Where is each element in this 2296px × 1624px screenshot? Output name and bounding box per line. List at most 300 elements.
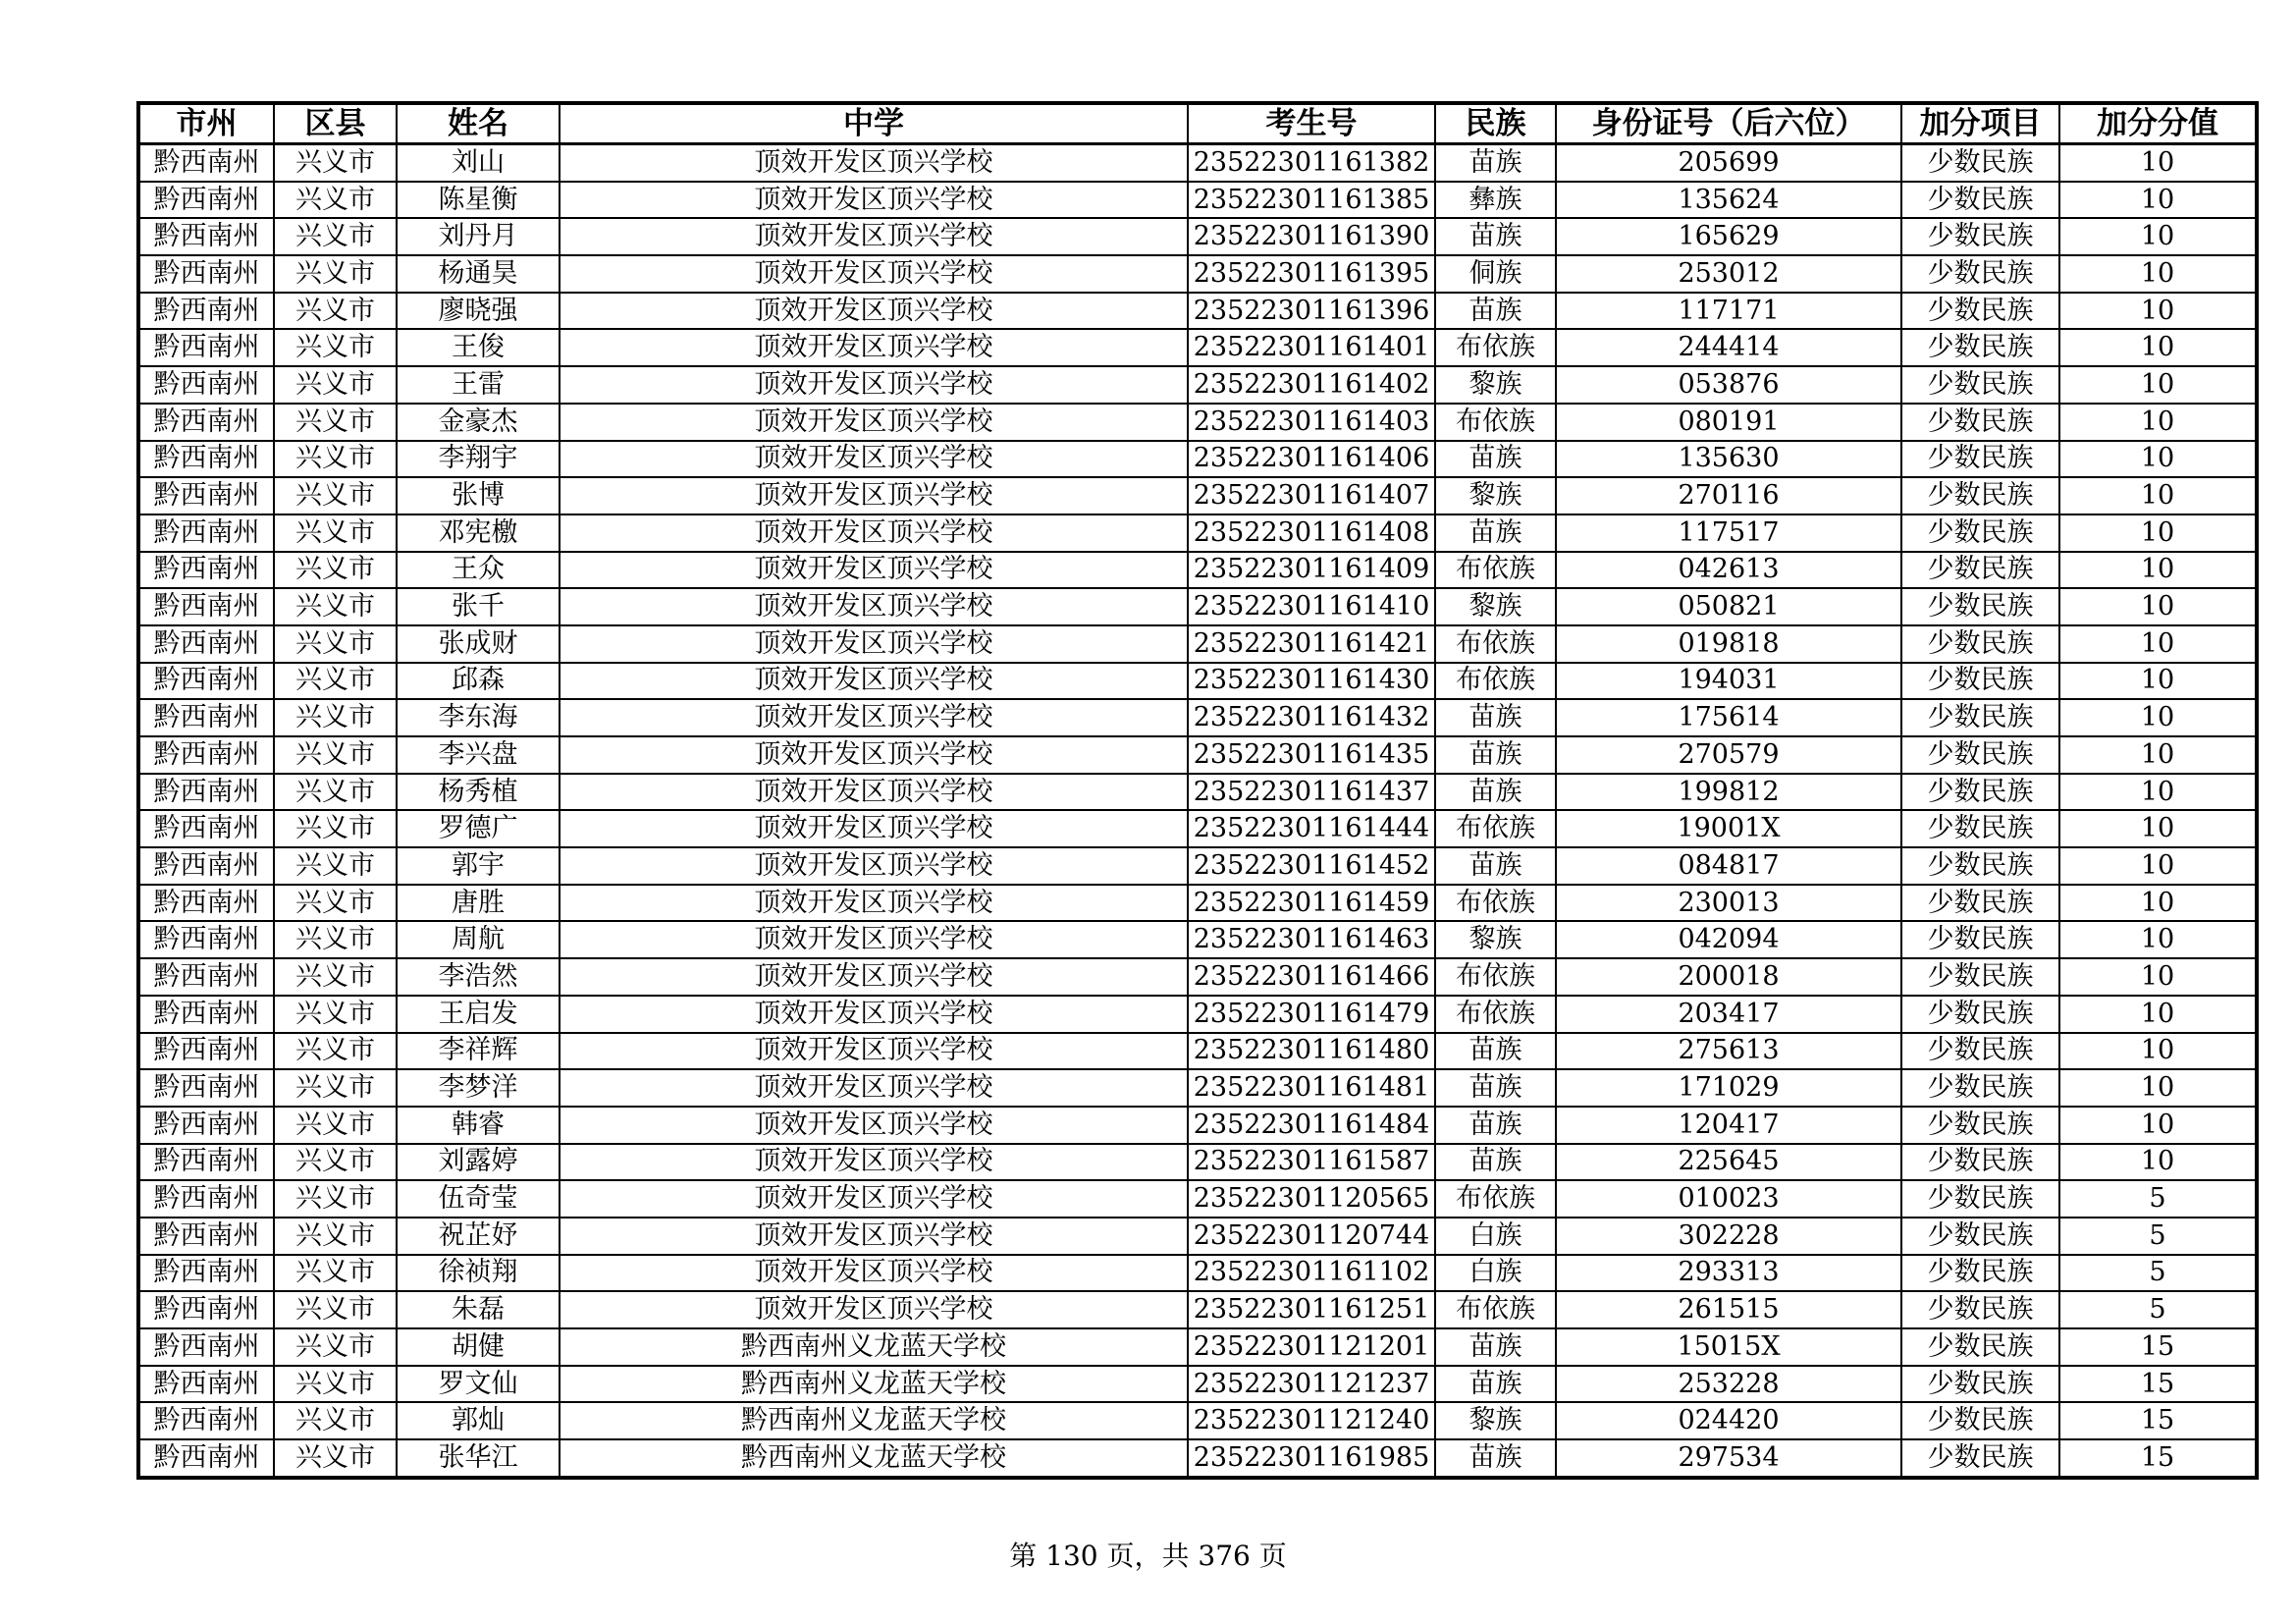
table-body — [138, 144, 2257, 1478]
cell-bonus-item: 少数民族 — [1901, 736, 2059, 774]
column-header-county: 区县 — [274, 103, 397, 144]
cell-name: 李祥辉 — [397, 1033, 560, 1070]
cell-name: 郭灿 — [397, 1402, 560, 1439]
cell-name: 罗文仙 — [397, 1366, 560, 1403]
table-row — [138, 1291, 2257, 1328]
cell-id-suffix: 050821 — [1556, 588, 1901, 625]
cell-exam-number: 23522301121201 — [1188, 1328, 1435, 1366]
cell-county: 兴义市 — [274, 404, 397, 441]
cell-ethnicity: 苗族 — [1435, 774, 1556, 811]
cell-school: 顶效开发区顶兴学校 — [560, 552, 1188, 589]
cell-ethnicity: 苗族 — [1435, 1144, 1556, 1181]
cell-school: 顶效开发区顶兴学校 — [560, 1255, 1188, 1292]
cell-bonus-item: 少数民族 — [1901, 1439, 2059, 1478]
cell-name: 张华江 — [397, 1439, 560, 1478]
cell-school: 顶效开发区顶兴学校 — [560, 218, 1188, 255]
cell-id-suffix: 120417 — [1556, 1107, 1901, 1144]
cell-bonus-item: 少数民族 — [1901, 552, 2059, 589]
cell-ethnicity: 布依族 — [1435, 996, 1556, 1033]
cell-name: 周航 — [397, 921, 560, 958]
cell-school: 顶效开发区顶兴学校 — [560, 736, 1188, 774]
cell-city: 黔西南州 — [138, 1439, 274, 1478]
cell-bonus-item: 少数民族 — [1901, 1255, 2059, 1292]
cell-bonus-item: 少数民族 — [1901, 774, 2059, 811]
cell-name: 刘露婷 — [397, 1144, 560, 1181]
cell-id-suffix: 135624 — [1556, 182, 1901, 219]
cell-exam-number: 23522301161452 — [1188, 847, 1435, 885]
cell-name: 朱磊 — [397, 1291, 560, 1328]
cell-school: 顶效开发区顶兴学校 — [560, 1107, 1188, 1144]
cell-county: 兴义市 — [274, 218, 397, 255]
cell-exam-number: 23522301161435 — [1188, 736, 1435, 774]
cell-id-suffix: 225645 — [1556, 1144, 1901, 1181]
cell-ethnicity: 黎族 — [1435, 1402, 1556, 1439]
cell-city: 黔西南州 — [138, 1366, 274, 1403]
cell-id-suffix: 165629 — [1556, 218, 1901, 255]
cell-ethnicity: 苗族 — [1435, 514, 1556, 552]
cell-county: 兴义市 — [274, 1069, 397, 1107]
cell-exam-number: 23522301121240 — [1188, 1402, 1435, 1439]
table-row — [138, 625, 2257, 663]
table-row — [138, 514, 2257, 552]
cell-bonus-points: 10 — [2059, 1107, 2257, 1144]
cell-school: 顶效开发区顶兴学校 — [560, 1144, 1188, 1181]
cell-school: 顶效开发区顶兴学校 — [560, 1069, 1188, 1107]
cell-exam-number: 23522301161444 — [1188, 810, 1435, 847]
table-row — [138, 847, 2257, 885]
cell-ethnicity: 苗族 — [1435, 1328, 1556, 1366]
cell-name: 徐祯翔 — [397, 1255, 560, 1292]
cell-name: 张千 — [397, 588, 560, 625]
cell-city: 黔西南州 — [138, 182, 274, 219]
cell-city: 黔西南州 — [138, 774, 274, 811]
cell-school: 顶效开发区顶兴学校 — [560, 885, 1188, 922]
cell-ethnicity: 黎族 — [1435, 588, 1556, 625]
cell-bonus-item: 少数民族 — [1901, 1033, 2059, 1070]
header-row — [138, 103, 2257, 144]
table-row — [138, 885, 2257, 922]
cell-bonus-points: 10 — [2059, 958, 2257, 996]
table-row — [138, 1180, 2257, 1218]
cell-bonus-item: 少数民族 — [1901, 1180, 2059, 1218]
cell-exam-number: 23522301161463 — [1188, 921, 1435, 958]
cell-school: 顶效开发区顶兴学校 — [560, 588, 1188, 625]
table-row — [138, 1144, 2257, 1181]
table-row — [138, 1069, 2257, 1107]
cell-city: 黔西南州 — [138, 885, 274, 922]
cell-id-suffix: 253228 — [1556, 1366, 1901, 1403]
cell-id-suffix: 042094 — [1556, 921, 1901, 958]
cell-city: 黔西南州 — [138, 847, 274, 885]
cell-name: 罗德广 — [397, 810, 560, 847]
cell-ethnicity: 侗族 — [1435, 255, 1556, 293]
cell-city: 黔西南州 — [138, 1069, 274, 1107]
cell-id-suffix: 203417 — [1556, 996, 1901, 1033]
cell-bonus-points: 10 — [2059, 182, 2257, 219]
cell-school: 顶效开发区顶兴学校 — [560, 663, 1188, 700]
cell-bonus-points: 10 — [2059, 699, 2257, 736]
cell-id-suffix: 293313 — [1556, 1255, 1901, 1292]
column-header-city: 市州 — [138, 103, 274, 144]
cell-bonus-item: 少数民族 — [1901, 810, 2059, 847]
cell-bonus-item: 少数民族 — [1901, 847, 2059, 885]
cell-bonus-item: 少数民族 — [1901, 958, 2059, 996]
cell-bonus-points: 10 — [2059, 293, 2257, 330]
cell-exam-number: 23522301161481 — [1188, 1069, 1435, 1107]
cell-school: 顶效开发区顶兴学校 — [560, 144, 1188, 182]
cell-ethnicity: 白族 — [1435, 1255, 1556, 1292]
cell-bonus-points: 10 — [2059, 1144, 2257, 1181]
table-row — [138, 255, 2257, 293]
cell-exam-number: 23522301161402 — [1188, 366, 1435, 404]
cell-bonus-points: 15 — [2059, 1366, 2257, 1403]
cell-name: 李兴盘 — [397, 736, 560, 774]
cell-exam-number: 23522301161587 — [1188, 1144, 1435, 1181]
cell-exam-number: 23522301161407 — [1188, 477, 1435, 514]
cell-name: 王俊 — [397, 329, 560, 366]
cell-bonus-item: 少数民族 — [1901, 996, 2059, 1033]
cell-ethnicity: 黎族 — [1435, 366, 1556, 404]
table-row — [138, 958, 2257, 996]
cell-bonus-points: 10 — [2059, 736, 2257, 774]
cell-city: 黔西南州 — [138, 1033, 274, 1070]
cell-name: 祝芷妤 — [397, 1218, 560, 1255]
cell-ethnicity: 苗族 — [1435, 293, 1556, 330]
cell-county: 兴义市 — [274, 1180, 397, 1218]
cell-city: 黔西南州 — [138, 441, 274, 478]
cell-school: 顶效开发区顶兴学校 — [560, 1033, 1188, 1070]
cell-name: 刘山 — [397, 144, 560, 182]
cell-exam-number: 23522301161409 — [1188, 552, 1435, 589]
cell-exam-number: 23522301161395 — [1188, 255, 1435, 293]
cell-school: 顶效开发区顶兴学校 — [560, 847, 1188, 885]
cell-bonus-item: 少数民族 — [1901, 182, 2059, 219]
cell-bonus-item: 少数民族 — [1901, 293, 2059, 330]
cell-name: 张博 — [397, 477, 560, 514]
cell-id-suffix: 010023 — [1556, 1180, 1901, 1218]
cell-school: 顶效开发区顶兴学校 — [560, 182, 1188, 219]
cell-id-suffix: 270579 — [1556, 736, 1901, 774]
column-header-bonus-item: 加分项目 — [1901, 103, 2059, 144]
cell-bonus-item: 少数民族 — [1901, 699, 2059, 736]
cell-city: 黔西南州 — [138, 1291, 274, 1328]
cell-bonus-points: 15 — [2059, 1439, 2257, 1478]
cell-ethnicity: 布依族 — [1435, 810, 1556, 847]
cell-ethnicity: 布依族 — [1435, 329, 1556, 366]
cell-exam-number: 23522301161459 — [1188, 885, 1435, 922]
cell-bonus-item: 少数民族 — [1901, 1218, 2059, 1255]
cell-name: 王雷 — [397, 366, 560, 404]
cell-id-suffix: 15015X — [1556, 1328, 1901, 1366]
cell-bonus-item: 少数民族 — [1901, 921, 2059, 958]
cell-exam-number: 23522301161480 — [1188, 1033, 1435, 1070]
table-row — [138, 810, 2257, 847]
cell-bonus-item: 少数民族 — [1901, 218, 2059, 255]
cell-exam-number: 23522301161396 — [1188, 293, 1435, 330]
cell-bonus-points: 10 — [2059, 1069, 2257, 1107]
cell-county: 兴义市 — [274, 1107, 397, 1144]
cell-school: 顶效开发区顶兴学校 — [560, 329, 1188, 366]
cell-name: 王众 — [397, 552, 560, 589]
table-row — [138, 1402, 2257, 1439]
cell-county: 兴义市 — [274, 996, 397, 1033]
cell-ethnicity: 苗族 — [1435, 218, 1556, 255]
cell-school: 顶效开发区顶兴学校 — [560, 404, 1188, 441]
cell-exam-number: 23522301120565 — [1188, 1180, 1435, 1218]
cell-county: 兴义市 — [274, 1402, 397, 1439]
cell-city: 黔西南州 — [138, 810, 274, 847]
cell-ethnicity: 苗族 — [1435, 1069, 1556, 1107]
cell-county: 兴义市 — [274, 663, 397, 700]
cell-city: 黔西南州 — [138, 144, 274, 182]
table-row — [138, 329, 2257, 366]
cell-city: 黔西南州 — [138, 218, 274, 255]
cell-bonus-points: 10 — [2059, 514, 2257, 552]
cell-name: 邱森 — [397, 663, 560, 700]
cell-bonus-points: 10 — [2059, 847, 2257, 885]
cell-ethnicity: 苗族 — [1435, 1366, 1556, 1403]
cell-city: 黔西南州 — [138, 1255, 274, 1292]
cell-name: 李东海 — [397, 699, 560, 736]
table-row — [138, 1328, 2257, 1366]
cell-exam-number: 23522301121237 — [1188, 1366, 1435, 1403]
cell-city: 黔西南州 — [138, 663, 274, 700]
table-row — [138, 477, 2257, 514]
cell-county: 兴义市 — [274, 182, 397, 219]
cell-name: 金豪杰 — [397, 404, 560, 441]
cell-school: 黔西南州义龙蓝天学校 — [560, 1328, 1188, 1366]
cell-exam-number: 23522301161484 — [1188, 1107, 1435, 1144]
cell-city: 黔西南州 — [138, 1328, 274, 1366]
page-footer: 第 130 页，共 376 页 — [1009, 1540, 1287, 1572]
table-row — [138, 218, 2257, 255]
cell-city: 黔西南州 — [138, 1218, 274, 1255]
cell-name: 唐胜 — [397, 885, 560, 922]
cell-exam-number: 23522301161382 — [1188, 144, 1435, 182]
cell-exam-number: 23522301161390 — [1188, 218, 1435, 255]
cell-city: 黔西南州 — [138, 625, 274, 663]
cell-exam-number: 23522301161479 — [1188, 996, 1435, 1033]
cell-county: 兴义市 — [274, 1291, 397, 1328]
column-header-id-suffix: 身份证号（后六位） — [1556, 103, 1901, 144]
cell-bonus-item: 少数民族 — [1901, 1366, 2059, 1403]
cell-school: 顶效开发区顶兴学校 — [560, 293, 1188, 330]
table-row — [138, 552, 2257, 589]
cell-bonus-item: 少数民族 — [1901, 144, 2059, 182]
cell-name: 李翔宇 — [397, 441, 560, 478]
table-header — [138, 103, 2257, 144]
cell-school: 顶效开发区顶兴学校 — [560, 699, 1188, 736]
table-row — [138, 921, 2257, 958]
cell-ethnicity: 苗族 — [1435, 1107, 1556, 1144]
cell-school: 顶效开发区顶兴学校 — [560, 810, 1188, 847]
cell-city: 黔西南州 — [138, 588, 274, 625]
cell-bonus-points: 10 — [2059, 921, 2257, 958]
cell-county: 兴义市 — [274, 958, 397, 996]
cell-school: 顶效开发区顶兴学校 — [560, 366, 1188, 404]
cell-exam-number: 23522301120744 — [1188, 1218, 1435, 1255]
cell-school: 顶效开发区顶兴学校 — [560, 255, 1188, 293]
cell-name: 胡健 — [397, 1328, 560, 1366]
cell-county: 兴义市 — [274, 885, 397, 922]
table-row — [138, 663, 2257, 700]
cell-id-suffix: 261515 — [1556, 1291, 1901, 1328]
cell-county: 兴义市 — [274, 1255, 397, 1292]
cell-exam-number: 23522301161401 — [1188, 329, 1435, 366]
table-row — [138, 1218, 2257, 1255]
table-row — [138, 588, 2257, 625]
cell-bonus-points: 10 — [2059, 1033, 2257, 1070]
cell-bonus-item: 少数民族 — [1901, 663, 2059, 700]
cell-city: 黔西南州 — [138, 1402, 274, 1439]
cell-county: 兴义市 — [274, 810, 397, 847]
cell-bonus-points: 5 — [2059, 1291, 2257, 1328]
cell-bonus-item: 少数民族 — [1901, 404, 2059, 441]
cell-id-suffix: 302228 — [1556, 1218, 1901, 1255]
cell-id-suffix: 080191 — [1556, 404, 1901, 441]
cell-city: 黔西南州 — [138, 1107, 274, 1144]
cell-ethnicity: 苗族 — [1435, 847, 1556, 885]
cell-ethnicity: 布依族 — [1435, 625, 1556, 663]
cell-ethnicity: 彝族 — [1435, 182, 1556, 219]
cell-exam-number: 23522301161406 — [1188, 441, 1435, 478]
cell-county: 兴义市 — [274, 1439, 397, 1478]
table-row — [138, 774, 2257, 811]
table-row — [138, 404, 2257, 441]
cell-id-suffix: 200018 — [1556, 958, 1901, 996]
cell-exam-number: 23522301161403 — [1188, 404, 1435, 441]
cell-bonus-points: 10 — [2059, 810, 2257, 847]
cell-bonus-item: 少数民族 — [1901, 588, 2059, 625]
cell-ethnicity: 苗族 — [1435, 144, 1556, 182]
table-row — [138, 182, 2257, 219]
cell-id-suffix: 084817 — [1556, 847, 1901, 885]
cell-id-suffix: 205699 — [1556, 144, 1901, 182]
cell-ethnicity: 苗族 — [1435, 441, 1556, 478]
cell-ethnicity: 白族 — [1435, 1218, 1556, 1255]
cell-bonus-points: 5 — [2059, 1218, 2257, 1255]
table-row — [138, 1033, 2257, 1070]
cell-id-suffix: 019818 — [1556, 625, 1901, 663]
cell-id-suffix: 024420 — [1556, 1402, 1901, 1439]
table-row — [138, 996, 2257, 1033]
cell-bonus-points: 10 — [2059, 441, 2257, 478]
cell-county: 兴义市 — [274, 552, 397, 589]
cell-bonus-points: 5 — [2059, 1180, 2257, 1218]
cell-id-suffix: 270116 — [1556, 477, 1901, 514]
cell-id-suffix: 171029 — [1556, 1069, 1901, 1107]
cell-bonus-points: 10 — [2059, 218, 2257, 255]
cell-bonus-item: 少数民族 — [1901, 255, 2059, 293]
cell-city: 黔西南州 — [138, 366, 274, 404]
cell-bonus-points: 10 — [2059, 996, 2257, 1033]
cell-exam-number: 23522301161985 — [1188, 1439, 1435, 1478]
cell-school: 顶效开发区顶兴学校 — [560, 477, 1188, 514]
cell-ethnicity: 布依族 — [1435, 404, 1556, 441]
cell-bonus-points: 10 — [2059, 663, 2257, 700]
cell-name: 李浩然 — [397, 958, 560, 996]
cell-id-suffix: 19001X — [1556, 810, 1901, 847]
cell-county: 兴义市 — [274, 588, 397, 625]
cell-city: 黔西南州 — [138, 293, 274, 330]
cell-bonus-points: 10 — [2059, 588, 2257, 625]
table-row — [138, 699, 2257, 736]
cell-ethnicity: 苗族 — [1435, 1033, 1556, 1070]
cell-id-suffix: 199812 — [1556, 774, 1901, 811]
cell-school: 顶效开发区顶兴学校 — [560, 774, 1188, 811]
cell-id-suffix: 175614 — [1556, 699, 1901, 736]
cell-exam-number: 23522301161430 — [1188, 663, 1435, 700]
cell-bonus-item: 少数民族 — [1901, 1144, 2059, 1181]
table-row — [138, 1439, 2257, 1478]
cell-city: 黔西南州 — [138, 255, 274, 293]
table-row — [138, 293, 2257, 330]
cell-city: 黔西南州 — [138, 1180, 274, 1218]
cell-id-suffix: 275613 — [1556, 1033, 1901, 1070]
cell-county: 兴义市 — [274, 441, 397, 478]
cell-city: 黔西南州 — [138, 514, 274, 552]
cell-county: 兴义市 — [274, 1033, 397, 1070]
cell-id-suffix: 117517 — [1556, 514, 1901, 552]
cell-id-suffix: 194031 — [1556, 663, 1901, 700]
cell-bonus-points: 10 — [2059, 885, 2257, 922]
cell-exam-number: 23522301161466 — [1188, 958, 1435, 996]
cell-name: 杨秀植 — [397, 774, 560, 811]
cell-ethnicity: 布依族 — [1435, 663, 1556, 700]
data-table — [136, 101, 2259, 1480]
cell-id-suffix: 053876 — [1556, 366, 1901, 404]
cell-county: 兴义市 — [274, 1328, 397, 1366]
cell-school: 顶效开发区顶兴学校 — [560, 1180, 1188, 1218]
cell-ethnicity: 布依族 — [1435, 552, 1556, 589]
cell-city: 黔西南州 — [138, 404, 274, 441]
cell-id-suffix: 117171 — [1556, 293, 1901, 330]
cell-city: 黔西南州 — [138, 552, 274, 589]
cell-id-suffix: 297534 — [1556, 1439, 1901, 1478]
cell-bonus-item: 少数民族 — [1901, 514, 2059, 552]
cell-county: 兴义市 — [274, 293, 397, 330]
column-header-school: 中学 — [560, 103, 1188, 144]
table-row — [138, 366, 2257, 404]
cell-name: 伍奇莹 — [397, 1180, 560, 1218]
cell-bonus-item: 少数民族 — [1901, 625, 2059, 663]
cell-county: 兴义市 — [274, 1218, 397, 1255]
cell-exam-number: 23522301161251 — [1188, 1291, 1435, 1328]
cell-county: 兴义市 — [274, 477, 397, 514]
cell-name: 韩睿 — [397, 1107, 560, 1144]
cell-exam-number: 23522301161385 — [1188, 182, 1435, 219]
cell-ethnicity: 布依族 — [1435, 1291, 1556, 1328]
cell-county: 兴义市 — [274, 366, 397, 404]
table-row — [138, 144, 2257, 182]
cell-city: 黔西南州 — [138, 329, 274, 366]
cell-county: 兴义市 — [274, 1144, 397, 1181]
table-row — [138, 1366, 2257, 1403]
cell-exam-number: 23522301161437 — [1188, 774, 1435, 811]
cell-exam-number: 23522301161102 — [1188, 1255, 1435, 1292]
cell-id-suffix: 244414 — [1556, 329, 1901, 366]
cell-school: 顶效开发区顶兴学校 — [560, 514, 1188, 552]
cell-name: 李梦洋 — [397, 1069, 560, 1107]
cell-bonus-item: 少数民族 — [1901, 885, 2059, 922]
cell-exam-number: 23522301161432 — [1188, 699, 1435, 736]
cell-id-suffix: 135630 — [1556, 441, 1901, 478]
cell-school: 黔西南州义龙蓝天学校 — [560, 1439, 1188, 1478]
cell-bonus-points: 10 — [2059, 477, 2257, 514]
cell-bonus-item: 少数民族 — [1901, 366, 2059, 404]
cell-bonus-points: 10 — [2059, 366, 2257, 404]
cell-county: 兴义市 — [274, 736, 397, 774]
